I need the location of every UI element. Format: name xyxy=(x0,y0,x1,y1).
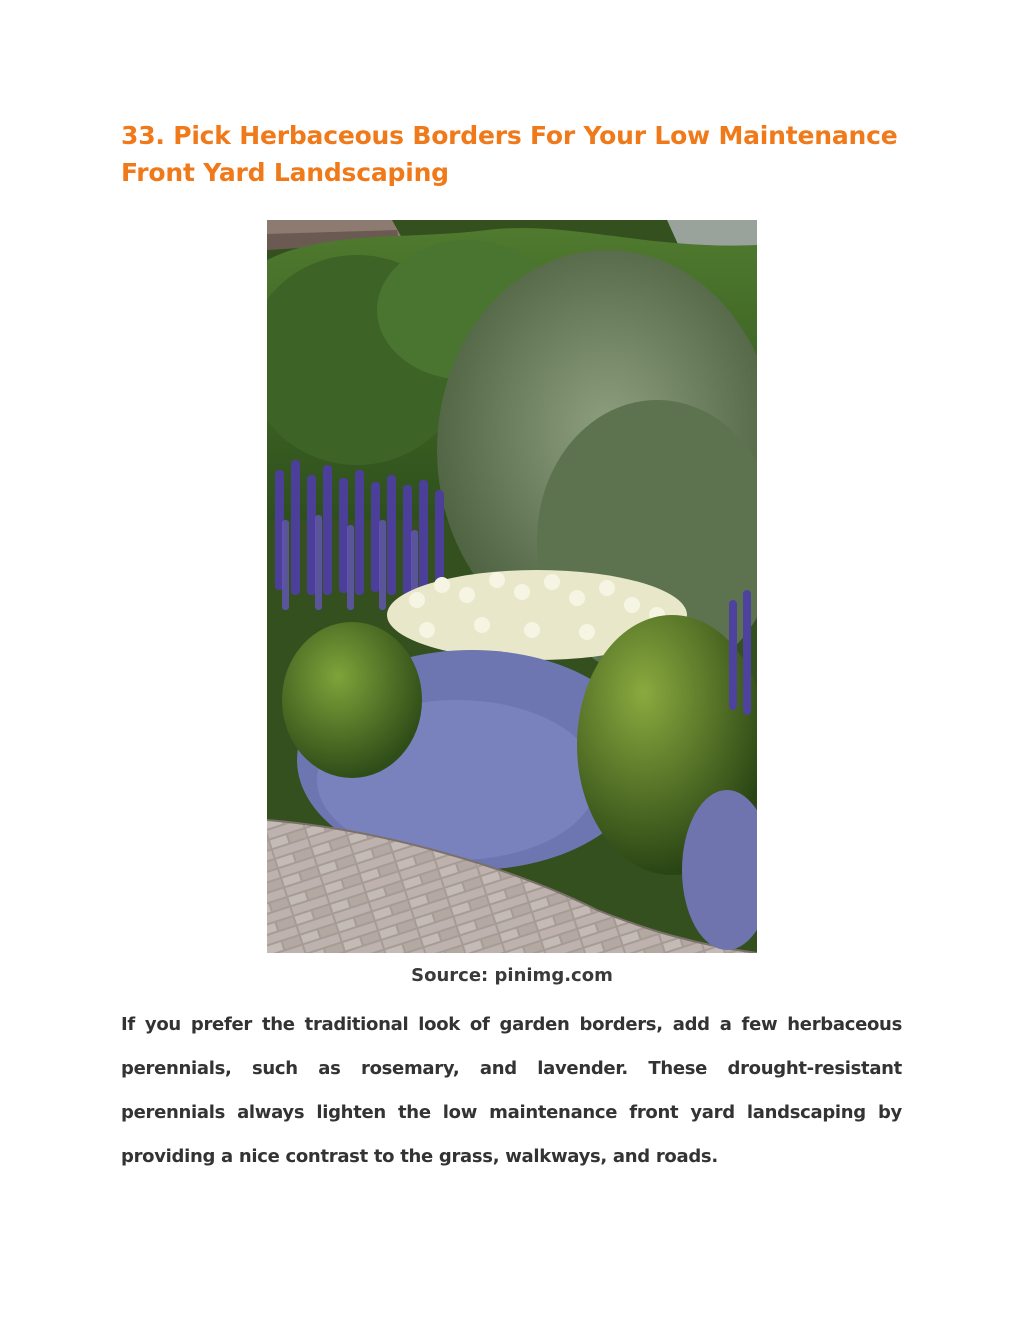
body-paragraph: If you prefer the traditional look of garden borders, add a few herbaceous perennials, such as rosemary, and lavender. These drought-resistant perennials always lighten the low maintenance front yard landscaping by providing a nice contrast to the grass, walkways, and roads. xyxy=(121,1014,902,1167)
section-heading: 33. Pick Herbaceous Borders For Your Low Maintenance Front Yard Landscaping xyxy=(121,121,898,187)
image-caption: Source: pinimg.com xyxy=(411,965,613,986)
garden-border-photo xyxy=(267,220,757,953)
